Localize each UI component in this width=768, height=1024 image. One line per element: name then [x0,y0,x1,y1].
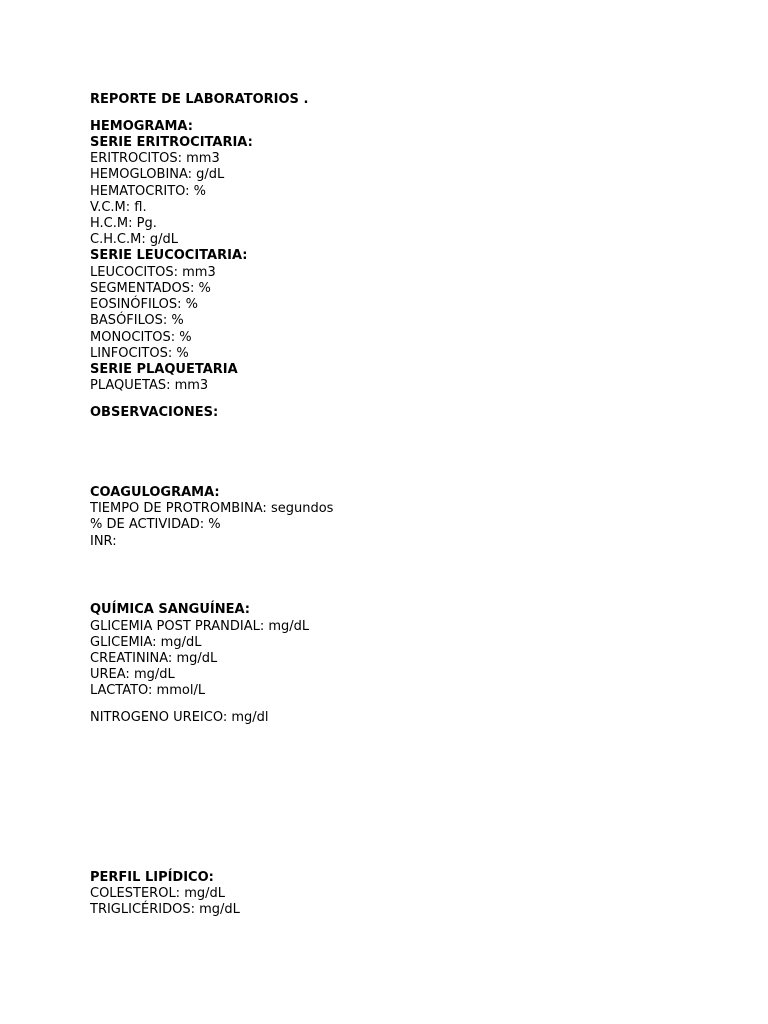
hemograma-heading: HEMOGRAMA: [90,119,193,134]
serie-eritrocitaria-heading: SERIE ERITROCITARIA: [90,135,253,150]
linfocitos-line: LINFOCITOS: % [90,346,189,361]
basofilos-line: BASÓFILOS: % [90,313,184,328]
observaciones-heading: OBSERVACIONES: [90,405,219,420]
perfil-lipidico-heading: PERFIL LIPÍDICO: [90,870,214,885]
hcm-line: H.C.M: Pg. [90,216,157,231]
creatinina-line: CREATININA: mg/dL [90,651,218,666]
actividad-line: % DE ACTIVIDAD: % [90,517,221,532]
vcm-line: V.C.M: fl. [90,200,147,215]
glicemia-line: GLICEMIA: mg/dL [90,635,202,650]
nitrogeno-ureico-line: NITROGENO UREICO: mg/dl [90,710,269,725]
colesterol-line: COLESTEROL: mg/dL [90,886,225,901]
eritrocitos-line: ERITROCITOS: mm3 [90,151,220,166]
segmentados-line: SEGMENTADOS: % [90,281,211,296]
glicemia-post-prandial-line: GLICEMIA POST PRANDIAL: mg/dL [90,619,310,634]
chcm-line: C.H.C.M: g/dL [90,232,178,247]
quimica-sanguinea-heading: QUÍMICA SANGUÍNEA: [90,602,250,617]
leucocitos-line: LEUCOCITOS: mm3 [90,265,216,280]
plaquetas-line: PLAQUETAS: mm3 [90,378,209,393]
trigliceridos-line: TRIGLICÉRIDOS: mg/dL [90,902,240,917]
urea-line: UREA: mg/dL [90,667,175,682]
serie-plaquetaria-heading: SERIE PLAQUETARIA [90,362,238,377]
coagulograma-heading: COAGULOGRAMA: [90,485,220,500]
serie-leucocitaria-heading: SERIE LEUCOCITARIA: [90,248,248,263]
report-title: REPORTE DE LABORATORIOS . [90,92,309,107]
monocitos-line: MONOCITOS: % [90,330,192,345]
hematocrito-line: HEMATOCRITO: % [90,184,207,199]
lactato-line: LACTATO: mmol/L [90,683,206,698]
hemoglobina-line: HEMOGLOBINA: g/dL [90,167,225,182]
eosinofilos-line: EOSINÓFILOS: % [90,297,198,312]
inr-line: INR: [90,534,117,549]
tiempo-protrombina-line: TIEMPO DE PROTROMBINA: segundos [90,501,334,516]
